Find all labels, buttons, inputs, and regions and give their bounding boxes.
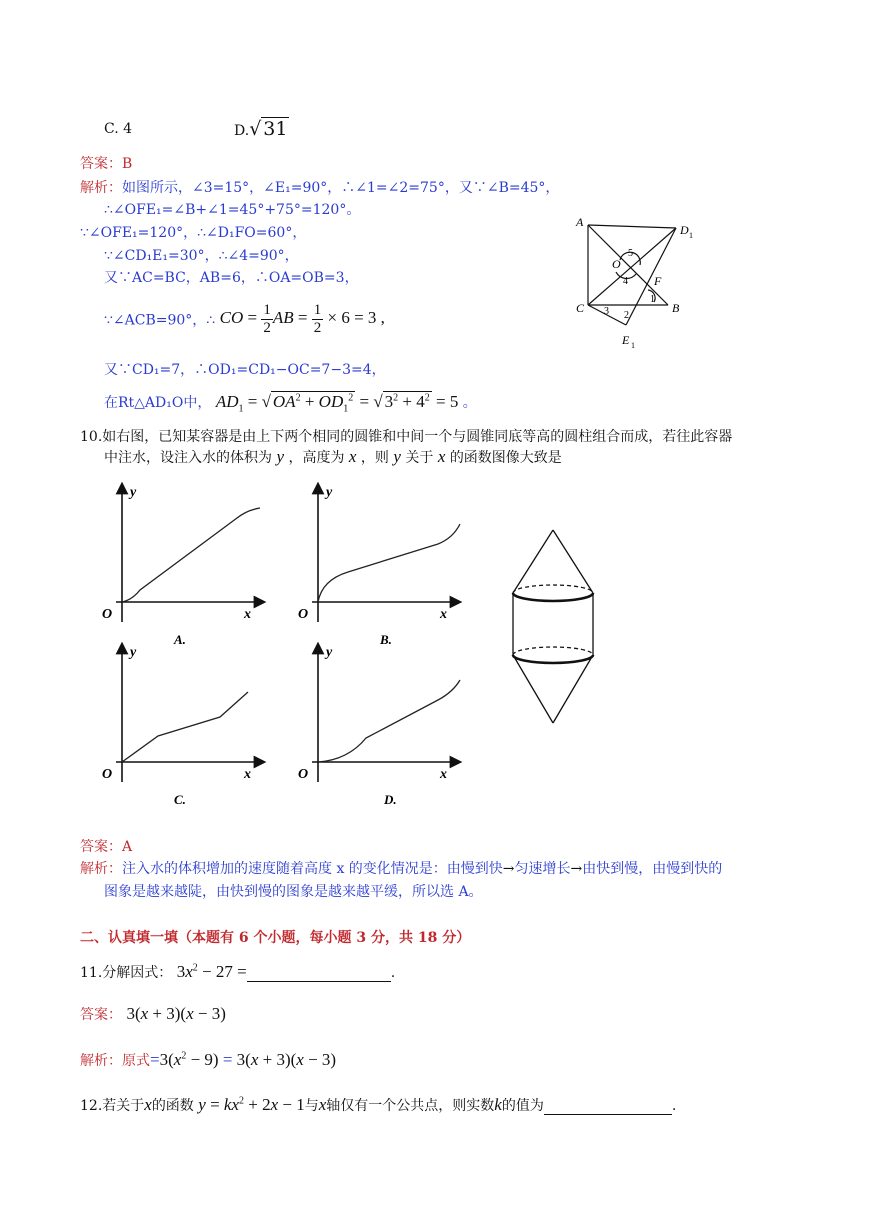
graph-c [92,640,272,810]
q11 [80,962,395,982]
fig-label-1: 1 [650,294,655,305]
graph-b-origin: O [298,607,309,622]
q9-geometry-figure [568,210,708,360]
graph-c-x-label: x [244,767,251,782]
section2-title: 二、认真填一填（本题有 6 个小题，每小题 3 分，共 18 分） [80,930,471,946]
q9-analysis-line8 [104,392,477,414]
fig-label-3: 3 [604,306,609,317]
graph-c-y-label: y [130,645,137,660]
container-figure [505,525,605,730]
q12-var-x2: x [318,1095,327,1114]
graph-a-x-label: x [244,607,251,622]
q12-mid4: 的值为 [501,1098,544,1114]
q10-line1: 10.如右图，已知某容器是由上下两个相同的圆锥和中间一个与圆锥同底等高的圆柱组合而成，若往此容器 [80,429,733,445]
q10-text-e: 的函数图像大致是 [449,450,562,466]
q10-analysis-text1a: 注入水的体积增加的速度随着高度 x 的变化情况是：由慢到快 [122,861,503,877]
graph-a-origin: O [102,607,113,622]
fig-label-a: A [576,215,584,229]
fig-label-e1: E [622,333,630,347]
fig-label-c: C [576,301,585,315]
q12-var-k: k [494,1095,502,1114]
q9-analysis-line6 [104,302,385,337]
q9-co-formula: CO = $\frac{1}{2}$ AB = $\frac{1}{2}$ × 6 = 3 , [219,302,385,336]
q9-analysis-line2: ∴∠OFE₁=∠B+∠1=45°+75°=120°。 [104,202,361,218]
q11-suffix: . [390,965,396,981]
q11-answer [80,1004,226,1024]
q10-var-x2: x [437,447,446,466]
q10-var-y1: y [276,447,284,466]
q10-answer: 答案：A [80,839,133,855]
option-c: C. 4 [104,121,133,137]
q10-analysis-text1b: 匀速增长 [514,861,571,877]
q10-analysis-text1c: 由快到慢，由慢到快的 [582,861,723,877]
arrow-icon: → [570,861,583,877]
q12-mid3: 轴仅有一个公共点，则实数 [326,1098,495,1114]
q11-answer-expression: 3(x + 3)(x − 3) [126,1004,226,1023]
q12-mid2: 与 [304,1098,319,1114]
q12-suffix: . [671,1098,677,1114]
arrow-icon: → [502,861,515,877]
graph-b-caption: B. [380,632,392,647]
fig-label-d1: D [680,223,689,237]
q10-analysis-line2: 图象是越来越陡，由快到慢的图象是越来越平缓，所以选 A。 [104,884,483,900]
fig-label-f: F [654,274,662,288]
q11-prefix: 11.分解因式： [80,965,173,981]
q10-line2 [104,447,562,467]
q9-analysis-line6-pre: ∵∠ACB=90°，∴ [104,312,216,329]
q9-ad1-formula: $AD_1$ = √ $OA^2 + OD_1^2$ = √ $3^2 + 4^2 = 5$ [215,392,459,415]
fig-label-b: B [672,301,680,315]
sqrt-31-radicand: 31 [263,118,288,140]
fig-label-e1-sub: 1 [631,341,635,350]
q10-text-d: 关于 [405,450,434,466]
q10-analysis-line1 [80,858,722,878]
sqrt-31: √ 31 [249,118,288,140]
fig-label-2: 2 [624,310,629,321]
graph-b-y-label: y [326,485,333,500]
q10-var-x1: x [348,447,357,466]
graph-b [288,480,468,650]
q11-answer-label: 答案： [80,1007,122,1023]
q9-answer: 答案：B [80,156,133,172]
graph-d-y-label: y [326,645,333,660]
option-d [234,118,289,140]
graph-d-caption: D. [384,792,397,807]
q12-answer-blank[interactable] [544,1096,672,1115]
graph-a-y-label: y [130,485,137,500]
graph-c-origin: O [102,767,113,782]
graph-d-origin: O [298,767,309,782]
q9-analysis-line8-pre: 在Rt△AD₁O中， [104,395,212,411]
q11-expression: $3x^2 - 27$ = [176,962,247,981]
graph-c-caption: C. [174,792,186,807]
q10-var-y2: y [393,447,401,466]
fig-label-4: 4 [623,276,628,287]
fig-label-o: O [612,257,621,271]
q9-analysis-line5: 又∵AC=BC，AB=6，∴OA=OB=3， [104,270,359,286]
q9-analysis-label: 解析： [80,180,122,196]
q12-prefix: 12.若关于 [80,1098,145,1114]
q11-analysis [80,1050,336,1070]
fig-label-d1-sub: 1 [689,231,693,240]
option-d-prefix: D. [234,123,250,139]
q9-period: 。 [458,395,477,411]
q9-analysis-line4: ∵∠CD₁E₁=30°，∴∠4=90°， [104,248,299,264]
q10-analysis-label: 解析： [80,861,122,877]
q9-analysis-text1: 如图所示，∠3=15°，∠E₁=90°，∴∠1=∠2=75°，又∵∠B=45°， [122,180,560,196]
graph-a [92,480,272,650]
q12-mid1: 的函数 [151,1098,194,1114]
q12 [80,1095,676,1115]
q9-analysis-line1 [80,177,559,197]
graph-d [288,640,468,810]
graph-d-x-label: x [440,767,447,782]
q10-text-a: 中注水，设注入水的体积为 [104,450,272,466]
q11-analysis-expression: $=3(x^2 - 9) = 3(x + 3)(x - 3)$ [150,1050,337,1069]
q9-analysis-line7: 又∵CD₁=7，∴OD₁=CD₁−OC=7−3=4， [104,362,386,378]
q11-analysis-label: 解析：原式 [80,1053,150,1069]
q12-function: $y = kx^2 + 2x - 1$ [198,1095,305,1114]
q10-text-c: ，则 [360,450,389,466]
q9-analysis-line3: ∵∠OFE₁=120°，∴∠D₁FO=60°， [80,225,307,241]
q12-var-x1: x [144,1095,152,1114]
q10-text-b: ，高度为 [288,450,345,466]
q11-answer-blank[interactable] [247,963,391,982]
graph-a-caption: A. [174,632,186,647]
fig-label-5: 5 [628,248,633,259]
graph-b-x-label: x [440,607,447,622]
